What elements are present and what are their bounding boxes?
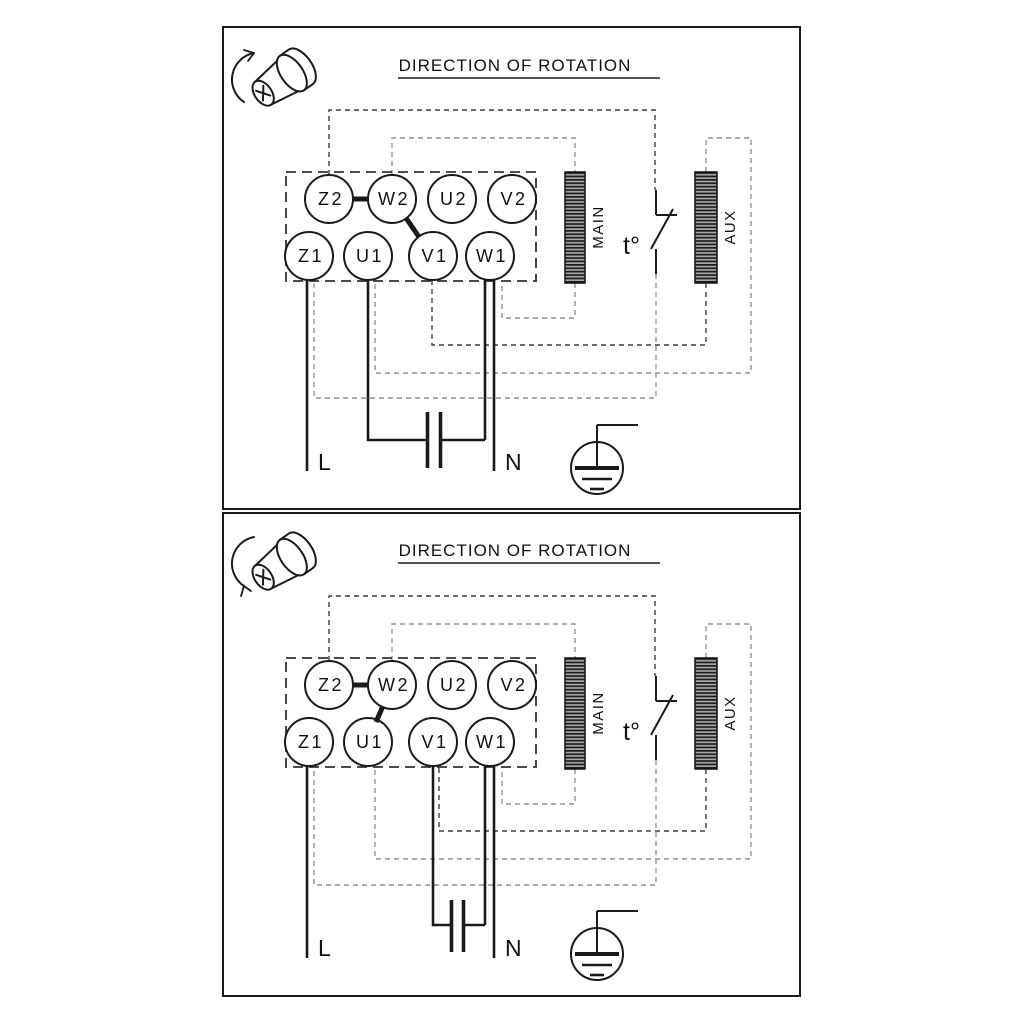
thermal-switch-label: t° (623, 232, 640, 260)
wire-w2-main-top (392, 138, 575, 175)
wire-capacitor-w1 (465, 766, 485, 925)
terminal-w1-label: W1 (476, 246, 508, 266)
panel-rotation-1 (222, 26, 802, 511)
terminal-v1-label: V1 (421, 246, 449, 266)
panel-rotation-2 (222, 512, 802, 998)
aux-winding (695, 658, 717, 769)
main-winding (565, 658, 585, 769)
link-w2-v1 (406, 218, 419, 237)
ground-symbol (571, 425, 638, 494)
terminal-w2-label: W2 (378, 189, 410, 209)
line-label: L (318, 935, 331, 961)
main-winding (565, 172, 585, 283)
panel1-svg (222, 26, 802, 511)
wire-capacitor-w1 (442, 280, 485, 440)
panel1-supply-wiring (307, 280, 494, 471)
wire-z2-thermal-top (329, 110, 655, 190)
neutral-label: N (505, 449, 522, 475)
wire-z2-thermal-top (329, 596, 655, 676)
terminal-u1-label: U1 (355, 732, 385, 752)
terminal-u2-label: U2 (439, 189, 469, 209)
ground-symbol (571, 911, 638, 980)
panel2-svg (222, 512, 802, 998)
terminal-z1-label: Z1 (297, 732, 325, 752)
terminal-v1-label: V1 (421, 732, 449, 752)
terminal-v2-label: V2 (500, 675, 528, 695)
terminal-z2-label: Z2 (317, 675, 345, 695)
aux-winding-label: AUX (722, 209, 739, 245)
terminal-z1-label: Z1 (297, 246, 325, 266)
wire-u1-capacitor (368, 280, 426, 440)
main-winding-label: MAIN (590, 691, 607, 735)
wire-v1-capacitor (433, 766, 450, 925)
aux-winding (695, 172, 717, 283)
motor-rotation-ccw-icon (232, 43, 322, 115)
line-label: L (318, 449, 331, 475)
wire-main-bottom-w1 (502, 281, 575, 318)
thermal-switch (651, 190, 677, 274)
terminal-v2-label: V2 (500, 189, 528, 209)
terminal-z2-label: Z2 (317, 189, 345, 209)
wire-aux-bottom-v1 (432, 281, 706, 345)
wire-aux-bottom-v1 (439, 767, 706, 831)
terminal-w1-label: W1 (476, 732, 508, 752)
terminal-u2-label: U2 (439, 675, 469, 695)
aux-winding-label: AUX (722, 695, 739, 731)
panel2-title: DIRECTION OF ROTATION (398, 541, 632, 560)
thermal-switch-label: t° (623, 718, 640, 746)
neutral-label: N (505, 935, 522, 961)
main-winding-label: MAIN (590, 205, 607, 249)
motor-rotation-cw-icon (232, 527, 322, 599)
panel1-title: DIRECTION OF ROTATION (398, 56, 632, 75)
link-w2-u1 (376, 706, 383, 722)
wire-w2-main-top (392, 624, 575, 661)
wire-main-bottom-w1 (502, 767, 575, 804)
terminal-w2-label: W2 (378, 675, 410, 695)
panel2-supply-wiring (307, 766, 494, 958)
thermal-switch (651, 676, 677, 760)
terminal-u1-label: U1 (355, 246, 385, 266)
